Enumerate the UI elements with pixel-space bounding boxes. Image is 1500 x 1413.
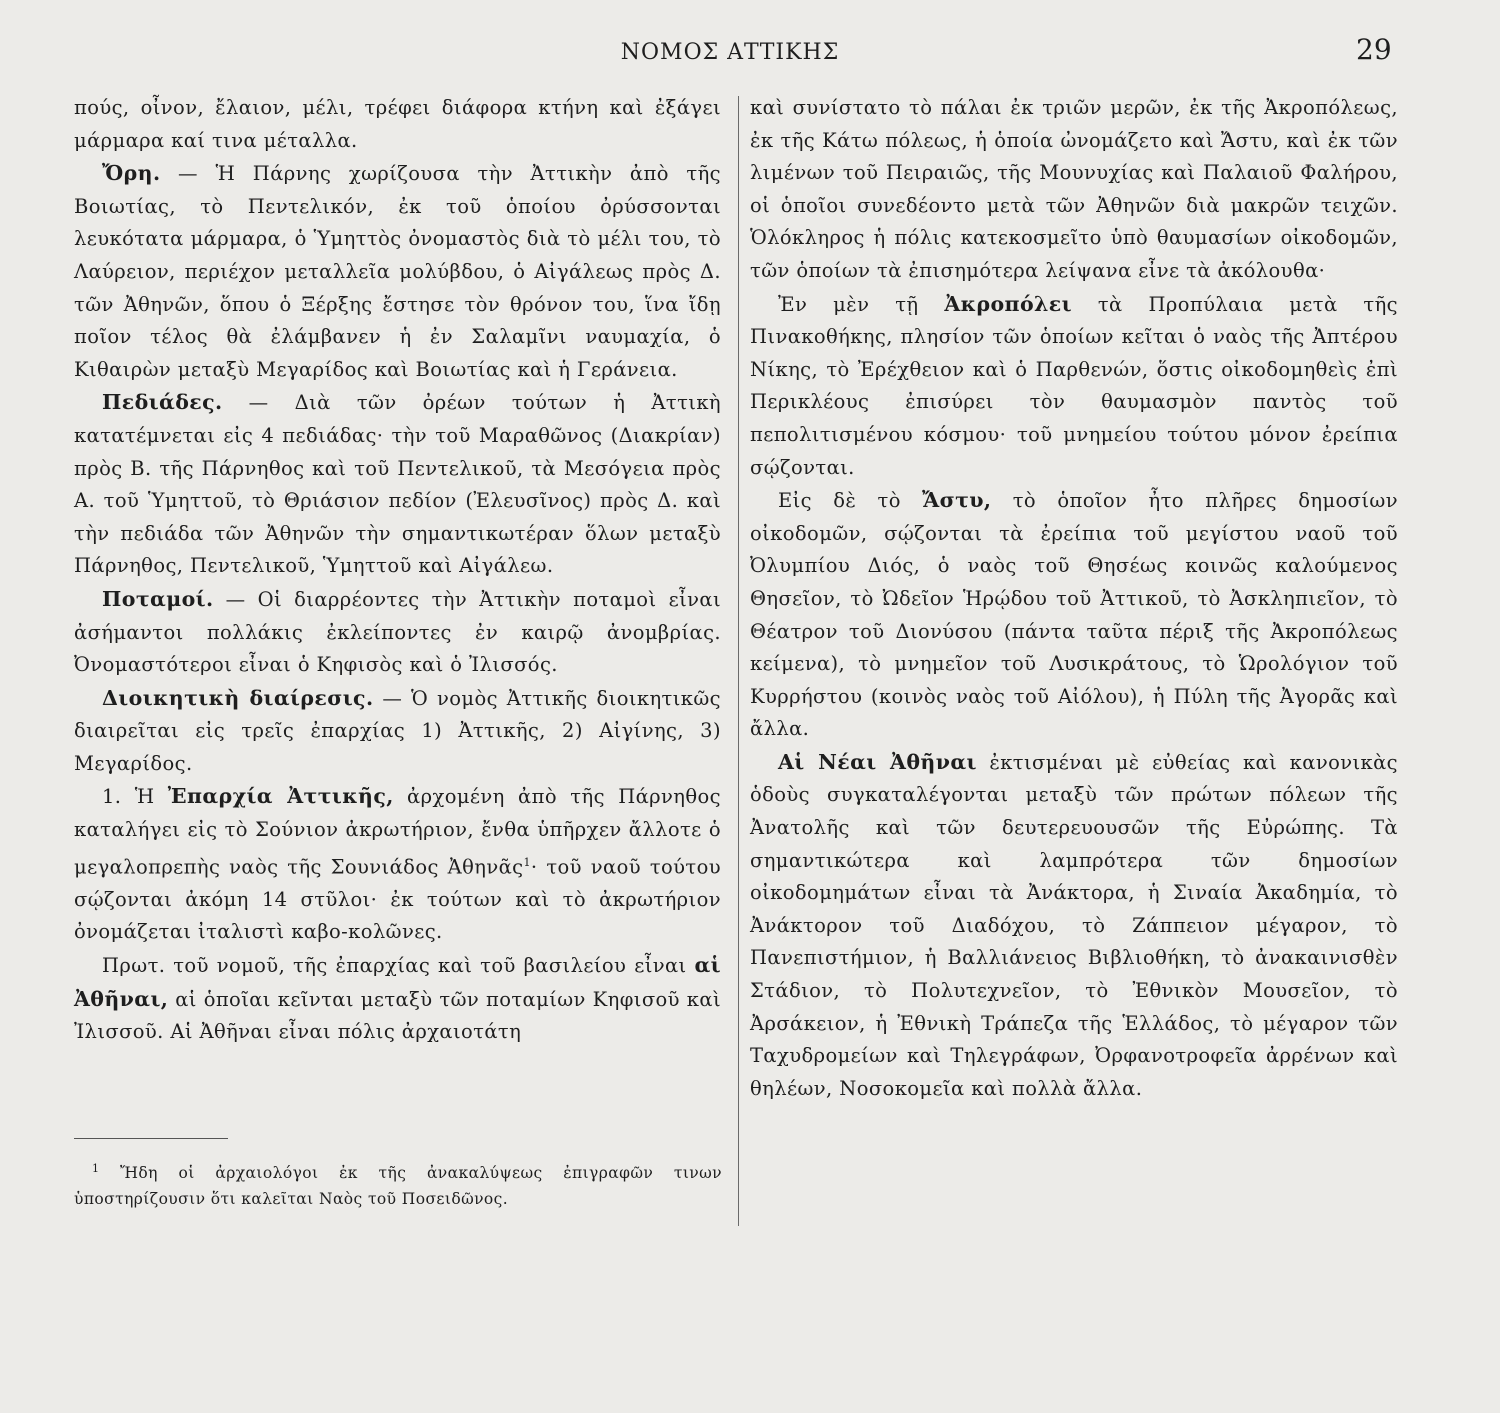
province-number: 1. Ἡ [102, 785, 168, 809]
text-mountains: — Ἡ Πάρνης χωρίζουσα τὴν Ἀττικὴν ἀπὸ τῆς Βοιωτίας, τὸ Πεντελικόν, ἐκ τοῦ ὁποίου ὀρύσσονται λευκότατα μάρμαρα, ὁ Ὑμηττὸς ὀνομαστὸς διὰ τὸ μέλι του, τὸ Λαύρειον, περιέχον μεταλλεῖα μολύβδου, ὁ Αἰγάλεως πρὸς Δ. τῶν Ἀθηνῶν, ὅπου ὁ Ξέρξης ἔστησε τὸν θρόνον του, ἵνα ἴδῃ ποῖον τέλος θὰ ἐλάμβανεν ἡ ἐν Σαλαμῖνι ναυμαχία, ὁ Κιθαιρὼν μεταξὺ Μεγαρίδος καὶ Βοιωτίας καὶ ἡ Γεράνεια. [74, 162, 721, 381]
text-acropolis-a: Ἐν μὲν τῇ [778, 292, 945, 316]
text-rivers: — Οἱ διαρρέοντες τὴν Ἀττικὴν ποταμοὶ εἶναι ἀσήμαντοι πολλάκις ἐκλείποντες ἐν καιρῷ ἀνομβρίας. Ὀνομαστότεροι εἶναι ὁ Κηφισὸς καὶ ὁ Ἰλισσός. [74, 587, 721, 677]
heading-plains: Πεδιάδες. [102, 390, 223, 415]
paragraph-administrative-division [74, 682, 721, 781]
text-new-athens: ἐκτισμέναι μὲ εὐθείας καὶ κανονικὰς ὁδοὺς συγκαταλέγονται μεταξὺ τῶν πρώτων πόλεων τῆς Ἀνατολῆς καὶ τῶν δευτερευουσῶν τῆς Εὐρώπης. Τὰ σημαντικώτερα καὶ λαμπρότερα τῶν δημοσίων οἰκοδομημάτων εἶναι τὰ Ἀνάκτορα, ἡ Σιναία Ἀκαδημία, τὸ Ἀνάκτορον τοῦ Διαδόχου, τὸ Ζάππειον μέγαρον, τὸ Πανεπιστήμιον, ἡ Βαλλιάνειος Βιβλιοθήκη, τὸ ἀνακαινισθὲν Στάδιον, τὸ Πολυτεχνεῖον, τὸ Ἐθνικὸν Μουσεῖον, τὸ Ἀρσάκειον, ἡ Ἐθνικὴ Τράπεζα τῆς Ἑλλάδος, τὸ μέγαρον τῶν Ταχυδρομείων καὶ Τηλεγράφων, Ὀρφανοτροφεῖα ἀρρένων καὶ θηλέων, Νοσοκομεῖα καὶ πολλὰ ἄλλα. [750, 750, 1399, 1100]
heading-acropolis: Ἀκροπόλει [944, 291, 1072, 316]
text-administrative-division: — Ὁ νομὸς Ἀττικῆς διοικητικῶς διαιρεῖται εἰς τρεῖς ἐπαρχίας 1) Ἀττικῆς, 2) Αἰγίνης, 3) Μεγαρίδος. [74, 686, 722, 775]
paragraph-province-attica [74, 780, 721, 948]
footnote-reference[interactable]: 1 [523, 855, 531, 869]
column-divider [738, 96, 739, 1226]
paragraph-products: πούς, οἶνον, ἔλαιον, μέλι, τρέφει διάφορα κτήνη καὶ ἐξάγει μάρμαρα καί τινα μέταλλα. [74, 96, 721, 152]
footnote-mark: 1 [92, 1162, 100, 1175]
heading-mountains: Ὄρη. [102, 161, 161, 186]
paragraph-new-athens [750, 746, 1398, 1106]
footnote-paragraph [74, 1156, 722, 1212]
page-number: 29 [1356, 33, 1392, 66]
paragraph-mountains [74, 157, 721, 386]
heading-asty: Ἄστυ, [922, 488, 992, 513]
heading-province-attica: Ἐπαρχία Ἀττικῆς, [167, 784, 394, 809]
text-capital-b: αἱ ὁποῖαι κεῖνται μεταξὺ τῶν ποταμίων Κηφισοῦ καὶ Ἰλισσοῦ. Αἱ Ἀθῆναι εἶναι πόλις ἀρχαιοτάτη [74, 987, 721, 1044]
left-column [74, 92, 721, 1049]
text-province-attica-b: · τοῦ ναοῦ τούτου σῴζονται ἀκόμη 14 στῦλοι· ἐκ τούτων καὶ τὸ ἀκρωτήριον ὀνομάζεται ἰταλιστὶ καβο-κολῶνες. [74, 855, 722, 944]
text-acropolis-b: τὰ Προπύλαια μετὰ τῆς Πινακοθήκης, πλησίον τῶν ὁποίων κεῖται ὁ ναὸς τῆς Ἀπτέρου Νίκης, τὸ Ἐρέχθειον καὶ ὁ Παρθενών, ὅστις οἰκοδομηθεὶς ἐπὶ Περικλέους ἐπισύρει τὸν θαυμασμὸν παντὸς τοῦ πεπολιτισμένου κόσμου· τοῦ μνημείου τούτου μόνον ἐρείπια σῴζονται. [750, 292, 1398, 479]
paragraph-acropolis [750, 288, 1398, 485]
paragraph-rivers [74, 583, 721, 682]
text-province-attica-a: ἀρχομένη ἀπὸ τῆς Πάρνηθος καταλήγει εἰς τὸ Σούνιον ἀκρωτήριον, ἔνθα ὑπῆρχεν ἄλλοτε ὁ μεγαλοπρεπὴς ναὸς τῆς Σουνιάδος Ἀθηνᾶς [74, 785, 721, 879]
text-plains: — Διὰ τῶν ὀρέων τούτων ἡ Ἀττικὴ κατατέμνεται εἰς 4 πεδιάδας· τὴν τοῦ Μαραθῶνος (Διακρίαν) πρὸς Β. τῆς Πάρνηθος καὶ τοῦ Πεντελικοῦ, τὰ Μεσόγεια πρὸς Α. τοῦ Ὑμηττοῦ, τὸ Θριάσιον πεδίον (Ἐλευσῖνος) πρὸς Δ. καὶ τὴν πεδιάδα τῶν Ἀθηνῶν τὴν σημαντικωτέραν ὅλων μεταξὺ Πάρνηθος, Πεντελικοῦ, Ὑμηττοῦ καὶ Αἰγάλεω. [74, 391, 721, 578]
paragraph-ancient-athens: καὶ συνίστατο τὸ πάλαι ἐκ τριῶν μερῶν, ἐκ τῆς Ἀκροπόλεως, ἐκ τῆς Κάτω πόλεως, ἡ ὁποία ὠνομάζετο καὶ Ἄστυ, καὶ ἐκ τῶν λιμένων τοῦ Πειραιῶς, τῆς Μουνυχίας καὶ Παλαιοῦ Φαλήρου, οἱ ὁποῖοι συνεδέοντο μετὰ τῶν Ἀθηνῶν διὰ μακρῶν τειχῶν. Ὁλόκληρος ἡ πόλις κατεκοσμεῖτο ὑπὸ θαυμασίων οἰκοδομῶν, τῶν ὁποίων τὰ ἐπισημότερα λείψανα εἶνε τὰ ἀκόλουθα· [750, 96, 1398, 282]
text-capital-a: Πρωτ. τοῦ νομοῦ, τῆς ἐπαρχίας καὶ τοῦ βασιλείου εἶναι [102, 953, 695, 977]
footnote-text: Ἤδη οἱ ἀρχαιολόγοι ἐκ τῆς ἀνακαλύψεως ἐπιγραφῶν τινων ὑποστηρίζουσιν ὅτι καλεῖται Ναὸς τοῦ Ποσειδῶνος. [74, 1164, 722, 1209]
running-header: ΝΟΜΟΣ ΑΤΤΙΚΗΣ [620, 40, 840, 65]
footnote [74, 1156, 722, 1212]
paragraph-asty [750, 484, 1398, 746]
heading-administrative-division: Διοικητικὴ διαίρεσις. [102, 685, 374, 710]
text-asty-b: τὸ ὁποῖον ἦτο πλῆρες δημοσίων οἰκοδομῶν, σῴζονται τὰ ἐρείπια τοῦ μεγίστου ναοῦ τοῦ Ὀλυμπίου Διός, ὁ ναὸς τοῦ Θησέως κοινῶς καλούμενος Θησεῖον, τὸ Ὠδεῖον Ἡρῴδου τοῦ Ἀττικοῦ, τὸ Ἀσκληπιεῖον, τὸ Θέατρον τοῦ Διονύσου (πάντα ταῦτα πέριξ τῆς Ἀκροπόλεως κείμενα), τὸ μνημεῖον τοῦ Λυσικράτους, τὸ Ὡρολόγιον τοῦ Κυρρήστου (κοινὸς ναὸς τοῦ Αἰόλου), ἡ Πύλη τῆς Ἀγορᾶς καὶ ἄλλα. [750, 489, 1398, 741]
heading-athens: αἱ Ἀθῆναι, [74, 952, 721, 1011]
text-asty-a: Εἰς δὲ τὸ [778, 489, 923, 513]
paragraph-capital [74, 949, 721, 1049]
paragraph-plains [74, 386, 721, 583]
heading-rivers: Ποταμοί. [102, 586, 214, 611]
heading-new-athens: Αἱ Νέαι Ἀθῆναι [778, 749, 977, 774]
right-column [750, 92, 1398, 1105]
footnote-rule [74, 1138, 228, 1139]
